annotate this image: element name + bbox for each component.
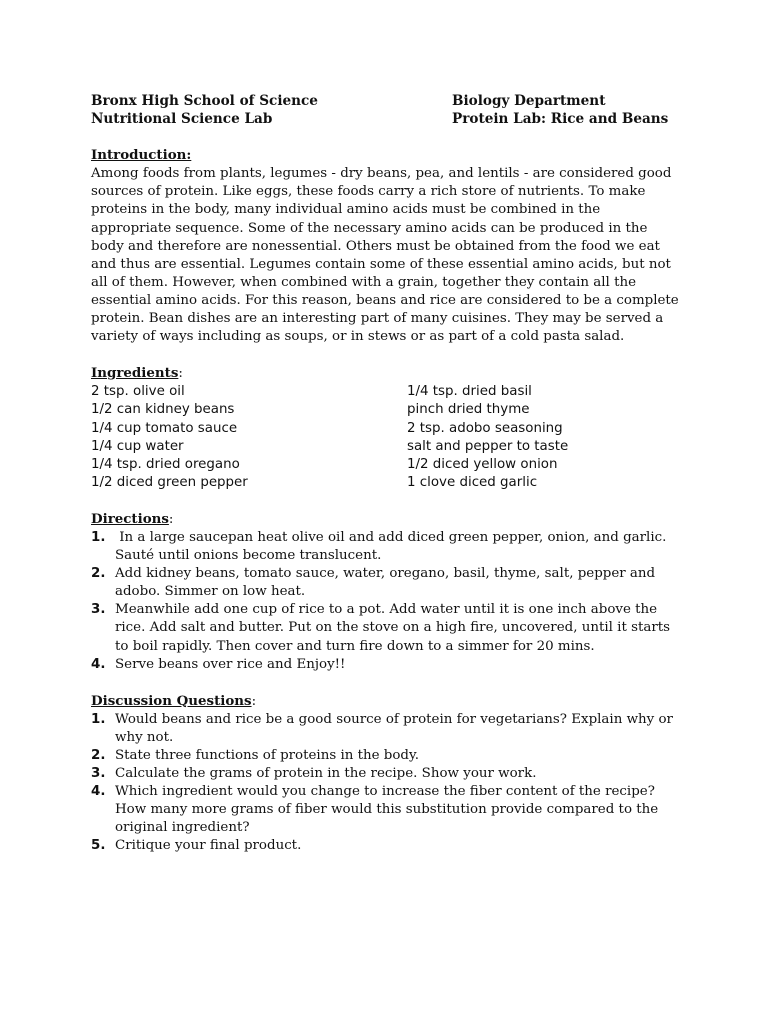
question-number: 4. bbox=[91, 784, 106, 800]
question-number: 1. bbox=[91, 711, 106, 727]
step-number: 3. bbox=[91, 602, 106, 618]
introduction-heading: Introduction: bbox=[91, 147, 192, 164]
question-number: 2. bbox=[91, 748, 106, 763]
direction-step bbox=[91, 529, 681, 565]
ingredients-colon: : bbox=[178, 366, 183, 382]
ingredient-item: 1/2 diced green pepper bbox=[91, 474, 248, 490]
header-left bbox=[91, 92, 452, 128]
directions-colon: : bbox=[168, 511, 174, 527]
question-text: Would beans and rice be a good source of protein for vegetarians? Explain why or why not. bbox=[115, 711, 673, 745]
question-text: Critique your final product. bbox=[115, 838, 302, 854]
directions-section bbox=[91, 510, 681, 674]
step-text: Add kidney beans, tomato sauce, water, oregano, basil, thyme, salt, pepper and adobo. Simmer on low heat. bbox=[115, 566, 656, 600]
document-header bbox=[91, 92, 681, 128]
ingredient-item: pinch dried thyme bbox=[407, 402, 530, 418]
ingredient-item: 1/4 tsp. dried basil bbox=[407, 384, 532, 400]
directions-list bbox=[91, 529, 681, 674]
step-number: 1. bbox=[91, 529, 106, 545]
ingredient-item: 1/2 can kidney beans bbox=[91, 402, 235, 418]
step-text: Serve beans over rice and Enjoy!! bbox=[115, 656, 346, 672]
lab-name: Nutritional Science Lab bbox=[91, 111, 273, 128]
question-text: State three functions of proteins in the body. bbox=[115, 748, 420, 763]
direction-step bbox=[91, 656, 681, 674]
ingredients-column-left bbox=[91, 383, 407, 492]
question-number: 3. bbox=[91, 766, 106, 782]
lab-title: Protein Lab: Rice and Beans bbox=[452, 111, 669, 128]
ingredient-item: 1/2 diced yellow onion bbox=[407, 456, 558, 472]
ingredients-section bbox=[91, 364, 681, 492]
discussion-colon: : bbox=[251, 693, 257, 709]
ingredient-item: salt and pepper to taste bbox=[407, 438, 569, 454]
discussion-list bbox=[91, 711, 681, 856]
header-right bbox=[452, 92, 681, 128]
discussion-question bbox=[91, 783, 681, 837]
step-text: Meanwhile add one cup of rice to a pot. Add water until it is one inch above the rice. Add salt and butter. Put on the stove on a high fire, uncovered, until it starts to boil rapidly. Then cover and turn fire down to a simmer for 20 mins. bbox=[115, 602, 670, 654]
discussion-section bbox=[91, 692, 681, 856]
ingredient-item: 1/4 cup water bbox=[91, 438, 184, 454]
discussion-heading: Discussion Questions bbox=[91, 692, 252, 709]
question-text: Calculate the grams of protein in the recipe. Show your work. bbox=[115, 766, 537, 782]
step-text: In a large saucepan heat olive oil and add diced green pepper, onion, and garlic. Sauté until onions become translucent. bbox=[115, 529, 675, 564]
direction-step bbox=[91, 565, 681, 601]
ingredient-item: 1/4 cup tomato sauce bbox=[91, 420, 238, 436]
step-number: 2. bbox=[91, 566, 106, 582]
discussion-question bbox=[91, 747, 681, 765]
direction-step bbox=[91, 601, 681, 655]
school-name: Bronx High School of Science bbox=[91, 93, 318, 109]
discussion-question bbox=[91, 711, 681, 747]
ingredients-column-right bbox=[407, 383, 681, 492]
ingredient-item: 1/4 tsp. dried oregano bbox=[91, 456, 240, 472]
ingredients-list bbox=[91, 383, 681, 492]
worksheet-page bbox=[91, 92, 681, 856]
introduction-text: Among foods from plants, legumes - dry beans, pea, and lentils - are considered good sources of protein. Like eggs, these foods carry a rich store of nutrients. To make proteins in the body, many individual amino acids must be combined in the appropriate sequence. Some of the necessary amino acids can be produced in the body and therefore are nonessential. Others must be obtained from the food we eat and thus are essential. Legumes contain some of these essential amino acids, but not all of them. However, when combined with a grain, together they contain all the essential amino acids. For this reason, beans and rice are considered to be a complete protein. Bean dishes are an interesting part of many cuisines. They may be served a variety of ways including as soups, or in stews or as part of a cold pasta salad. bbox=[91, 166, 679, 345]
question-number: 5. bbox=[91, 838, 106, 854]
directions-heading: Directions bbox=[91, 510, 169, 527]
step-number: 4. bbox=[91, 656, 106, 672]
ingredient-item: 1 clove diced garlic bbox=[407, 474, 538, 490]
ingredient-item: 2 tsp. olive oil bbox=[91, 384, 185, 400]
department-name: Biology Department bbox=[452, 93, 606, 109]
question-text: Which ingredient would you change to increase the fiber content of the recipe? How many more grams of fiber would this substitution provide compared to the original ingredient? bbox=[115, 784, 659, 836]
ingredient-item: 2 tsp. adobo seasoning bbox=[407, 420, 563, 436]
ingredients-heading: Ingredients bbox=[91, 365, 179, 382]
discussion-question bbox=[91, 765, 681, 783]
discussion-question bbox=[91, 837, 681, 855]
introduction-section bbox=[91, 146, 681, 346]
